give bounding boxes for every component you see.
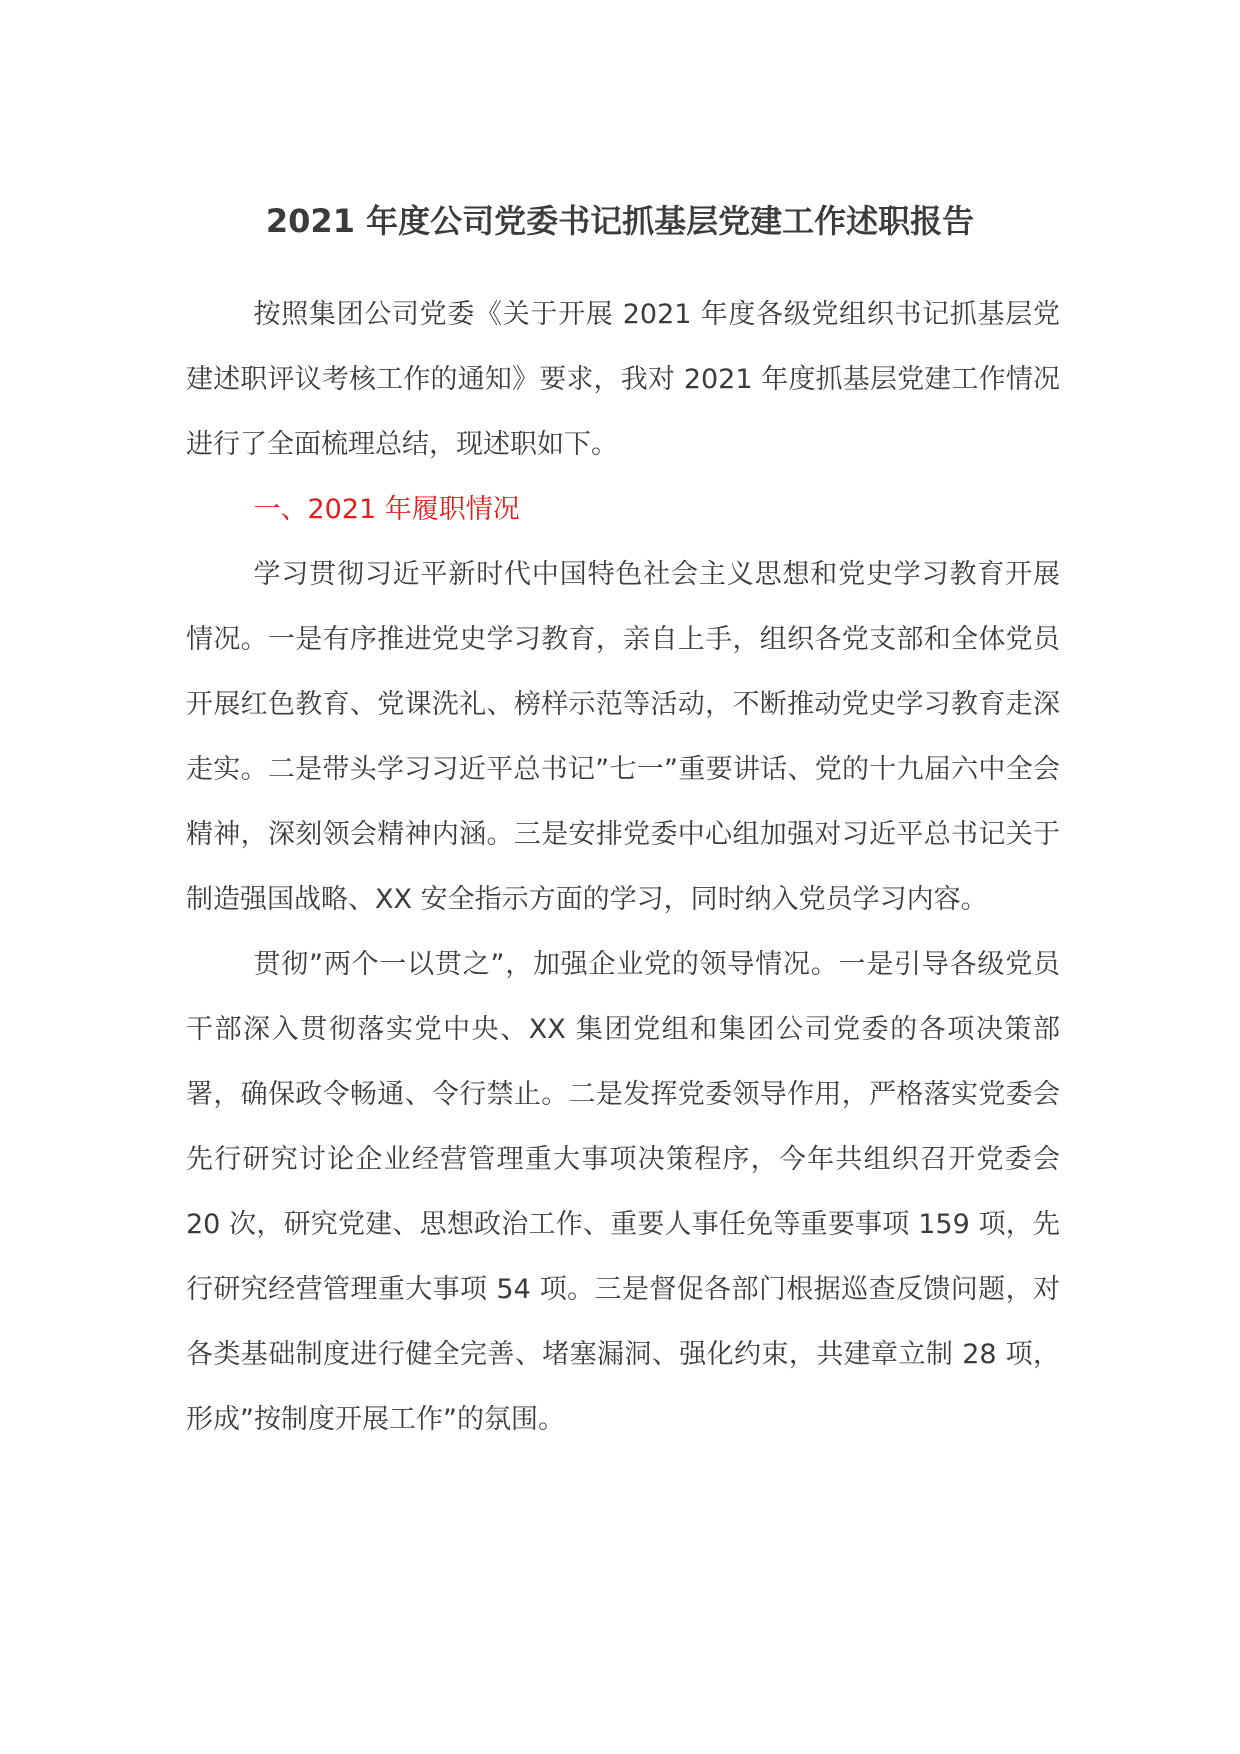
document-body: [186, 282, 1060, 1452]
intro-paragraph: 按照集团公司党委《关于开展 2021 年度各级党组织书记抓基层党建述职评议考核工作的通知》要求，我对 2021 年度抓基层党建工作情况进行了全面梳理总结，现述职如下。: [186, 299, 1060, 460]
leadership-paragraph: 贯彻”两个一以贯之”，加强企业党的领导情况。一是引导各级党员干部深入贯彻落实党中央、XX 集团党组和集团公司党委的各项决策部署，确保政令畅通、令行禁止。二是发挥党委领导作用，严格落实党委会先行研究讨论企业经营管理重大事项决策程序，今年共组织召开党委会 20 次，研究党建、思想政治工作、重要人事任免等重要事项 159 项，先行研究经营管理重大事项 54 项。三是督促各部门根据巡查反馈问题，对各类基础制度进行健全完善、堵塞漏洞、强化约束，共建章立制 28 项，形成”按制度开展工作”的氛围。: [186, 949, 1060, 1435]
section-heading: 一、2021 年履职情况: [253, 494, 520, 525]
study-paragraph: 学习贯彻习近平新时代中国特色社会主义思想和党史学习教育开展情况。一是有序推进党史学习教育，亲自上手，组织各党支部和全体党员开展红色教育、党课洗礼、榜样示范等活动，不断推动党史学习教育走深走实。二是带头学习习近平总书记”七一”重要讲话、党的十九届六中全会精神，深刻领会精神内涵。三是安排党委中心组加强对习近平总书记关于制造强国战略、XX 安全指示方面的学习，同时纳入党员学习内容。: [186, 559, 1060, 915]
document-title: 2021 年度公司党委书记抓基层党建工作述职报告: [265, 202, 975, 240]
